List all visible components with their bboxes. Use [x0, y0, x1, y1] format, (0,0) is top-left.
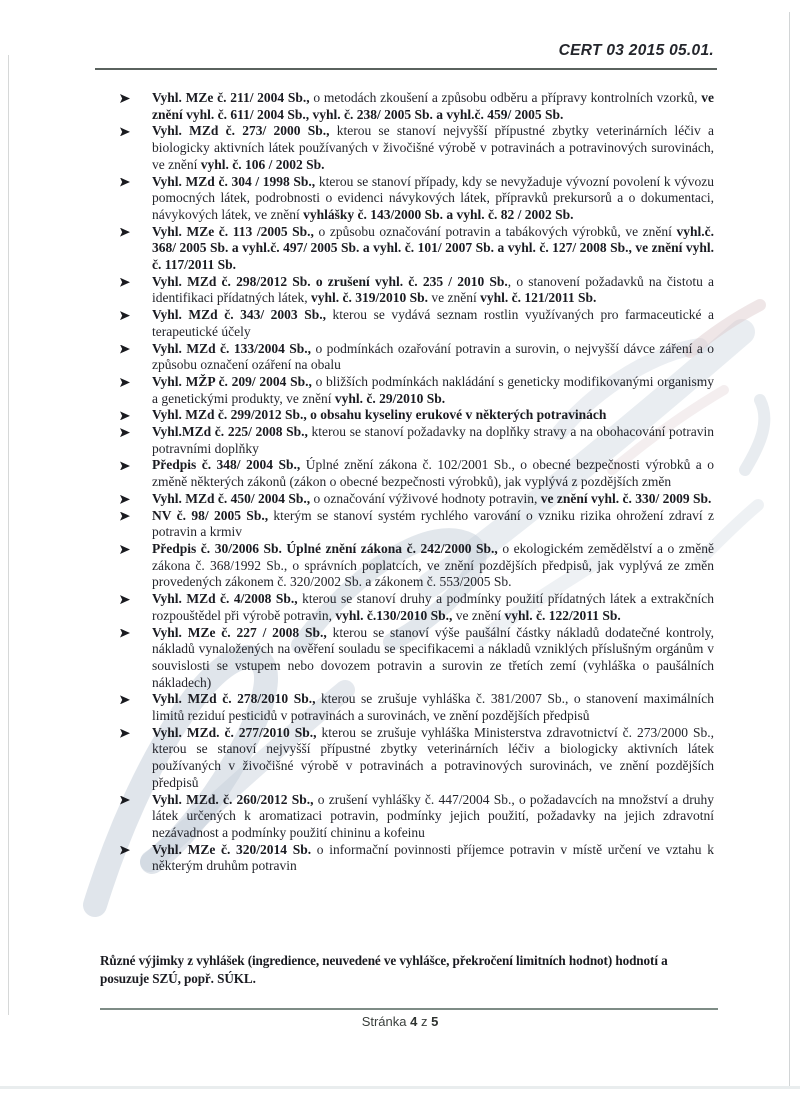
- regulation-list: [118, 90, 714, 875]
- list-item: [118, 725, 714, 792]
- list-item: [118, 508, 714, 541]
- arrow-bullet-icon: [120, 495, 130, 504]
- list-item: [118, 625, 714, 692]
- arrow-bullet-icon: [120, 428, 130, 437]
- arrow-bullet-icon: [120, 278, 130, 287]
- list-item: [118, 691, 714, 724]
- list-item: [118, 842, 714, 875]
- arrow-bullet-icon: [120, 512, 130, 521]
- arrow-bullet-icon: [120, 345, 130, 354]
- arrow-bullet-icon: [120, 729, 130, 738]
- scan-edge-left: [8, 55, 9, 1015]
- item-text: Vyhl. MZe č. 113 /2005 Sb., o způsobu označování potravin a tabákových výrobků, ve znění vyhl.č. 368/ 2005 Sb. a vyhl.č. 497/ 2005 Sb. a vyhl. č. 101/ 2007 Sb. a vyhl. č. 127/ 2008 Sb., ve znění vyhl. č. 117/2011 Sb.: [152, 223, 714, 273]
- arrow-bullet-icon: [120, 311, 130, 320]
- list-item: [118, 224, 714, 274]
- list-item: [118, 541, 714, 591]
- arrow-bullet-icon: [120, 796, 130, 805]
- item-text: Vyhl. MZd č. 4/2008 Sb., kterou se stanoví druhy a podmínky použití přídatných látek a extrakčních rozpouštědel při výrobě potravin, vyhl. č.130/2010 Sb., ve znění vyhl. č. 122/2011 Sb.: [152, 591, 714, 623]
- header-rule: [95, 68, 717, 70]
- item-text: Vyhl. MZd č. 273/ 2000 Sb., kterou se stanoví nejvyšší přípustné zbytky veterinárních léčiv a biologicky aktivních látek používaných v živočišné výrobě v potravinách a potravinových surovinách, ve znění vyhl. č. 106 / 2002 Sb.: [152, 123, 714, 172]
- page-number: Stránka 4 z 5: [361, 1014, 439, 1029]
- item-text: Vyhl. MZe č. 227 / 2008 Sb., kterou se stanoví výše paušální částky nákladů dodatečné kontroly, nákladů vynaložených na ověření souladu se specifikacemi a nákladů vzniklých příslušným orgánům v souvislosti se vstupem nebo dovozem potravin a surovin ze třetích zemí (vyhláška o paušálních nákladech): [152, 624, 714, 690]
- scan-edge-right: [789, 12, 790, 1088]
- list-item: [118, 90, 714, 123]
- item-text: Předpis č. 348/ 2004 Sb., Úplné znění zákona č. 102/2001 Sb., o obecné bezpečnosti výrobků a o změně některých zákonů (zákon o obecné bezpečnosti výrobků), jak vyplývá z pozdějších změn: [152, 457, 715, 490]
- doc-code: CERT 03 2015 05.01.: [558, 42, 714, 59]
- list-item: [118, 341, 714, 374]
- list-item: [118, 274, 714, 307]
- item-text: Vyhl. MZe č. 211/ 2004 Sb., o metodách zkoušení a způsobu odběru a přípravy kontrolních vzorků, ve znění vyhl. č. 611/ 2004 Sb., vyhl. č. 238/ 2005 Sb. a vyhl.č. 459/ 2005 Sb.: [152, 90, 714, 122]
- item-text: Vyhl. MZd č. 450/ 2004 Sb., o označování výživové hodnoty potravin, ve znění vyhl. č. 330/ 2009 Sb.: [152, 490, 712, 506]
- footer-rule: [100, 1008, 718, 1010]
- arrow-bullet-icon: [120, 94, 130, 103]
- list-item: [118, 457, 714, 490]
- arrow-bullet-icon: [120, 127, 130, 136]
- list-item: [118, 491, 714, 508]
- list-item: [118, 424, 714, 457]
- item-text: Vyhl. MZd č. 299/2012 Sb., o obsahu kyseliny erukové v některých potravinách: [152, 407, 607, 423]
- item-text: Vyhl. MŽP č. 209/ 2004 Sb., o bližších podmínkách nakládání s geneticky modifikovanými organismy a genetickými produkty, ve znění vyhl. č. 29/2010 Sb.: [152, 373, 714, 406]
- scan-edge-bottom: [0, 1086, 800, 1089]
- arrow-bullet-icon: [120, 461, 130, 470]
- list-item: [118, 407, 714, 424]
- item-text: Vyhl. MZd č. 133/2004 Sb., o podmínkách ozařování potravin a surovin, o nejvyšší dávce záření a o způsobu označení ozáření na obalu: [152, 340, 714, 373]
- item-text: NV č. 98/ 2005 Sb., kterým se stanoví systém rychlého varování o vzniku rizika ohrožení zdraví z potravin a krmiv: [152, 507, 714, 540]
- item-text: Vyhl. MZd. č. 260/2012 Sb., o zrušení vyhlášky č. 447/2004 Sb., o požadavcích na množství a druhy látek určených k aromatizaci potravin, podmínky jejich použití, požadavky na jejich zdravotní nezávadnost a podmínky použití chininu a kofeinu: [152, 791, 714, 840]
- arrow-bullet-icon: [120, 178, 130, 187]
- list-item: [118, 792, 714, 842]
- item-text: Předpis č. 30/2006 Sb. Úplné znění zákona č. 242/2000 Sb., o ekologickém zemědělství a o změně zákona č. 368/1992 Sb., o správních poplatcích, ve znění pozdějších předpisů, jak vyplývá ze změn provedených zákonem č. 320/2002 Sb. a zákonem č. 553/2005 Sb.: [152, 540, 714, 590]
- arrow-bullet-icon: [120, 629, 130, 638]
- list-item: [118, 174, 714, 224]
- list-item: [118, 307, 714, 340]
- item-text: Vyhl. MZd č. 278/2010 Sb., kterou se zrušuje vyhláška č. 381/2007 Sb., o stanovení maximálních limitů reziduí pesticidů v potravinách a surovinách, ve znění pozdějších předpisů: [152, 691, 714, 724]
- list-item: [118, 591, 714, 624]
- arrow-bullet-icon: [120, 545, 130, 554]
- item-text: Vyhl. MZd č. 298/2012 Sb. o zrušení vyhl. č. 235 / 2010 Sb., o stanovení požadavků na čistotu a identifikaci přídatných látek, vyhl. č. 319/2010 Sb. ve znění vyhl. č. 121/2011 Sb.: [152, 273, 714, 306]
- list-item: [118, 123, 714, 173]
- item-text: Vyhl. MZe č. 320/2014 Sb. o informační povinnosti příjemce potravin v místě určení ve vztahu k některým druhům potravin: [152, 841, 714, 874]
- arrow-bullet-icon: [120, 411, 130, 420]
- arrow-bullet-icon: [120, 378, 130, 387]
- arrow-bullet-icon: [120, 595, 130, 604]
- arrow-bullet-icon: [120, 695, 130, 704]
- closing-note: Různé výjimky z vyhlášek (ingredience, neuvedené ve vyhlášce, překročení limitních hodnot) hodnotí a posuzuje SZÚ, popř. SÚKL.: [100, 953, 668, 986]
- arrow-bullet-icon: [120, 846, 130, 855]
- item-text: Vyhl.MZd č. 225/ 2008 Sb., kterou se stanoví požadavky na doplňky stravy a na obohacování potravin potravními doplňky: [152, 424, 714, 456]
- item-text: Vyhl. MZd č. 343/ 2003 Sb., kterou se vydává seznam rostlin využívaných pro farmaceutické a terapeutické účely: [152, 307, 714, 339]
- item-text: Vyhl. MZd č. 304 / 1998 Sb., kterou se stanoví případy, kdy se nevyžaduje vývozní povolení k vývozu pomocných látek, podrobnosti o evidenci návykových látek, přípravků prekursorů a o dokumentaci, návykových látek, ve znění vyhlášky č. 143/2000 Sb. a vyhl. č. 82 / 2002 Sb.: [152, 173, 714, 222]
- arrow-bullet-icon: [120, 228, 130, 237]
- list-item: [118, 374, 714, 407]
- item-text: Vyhl. MZd. č. 277/2010 Sb., kterou se zrušuje vyhláška Ministerstva zdravotnictví č. 273/2000 Sb., kterou se stanoví nejvyšší přípustné zbytky veterinárních léčiv a biologicky aktivních látek používaných v živočišné výrobě v potravinách a potravinových surovinách, ve znění pozdějších předpisů: [152, 724, 714, 790]
